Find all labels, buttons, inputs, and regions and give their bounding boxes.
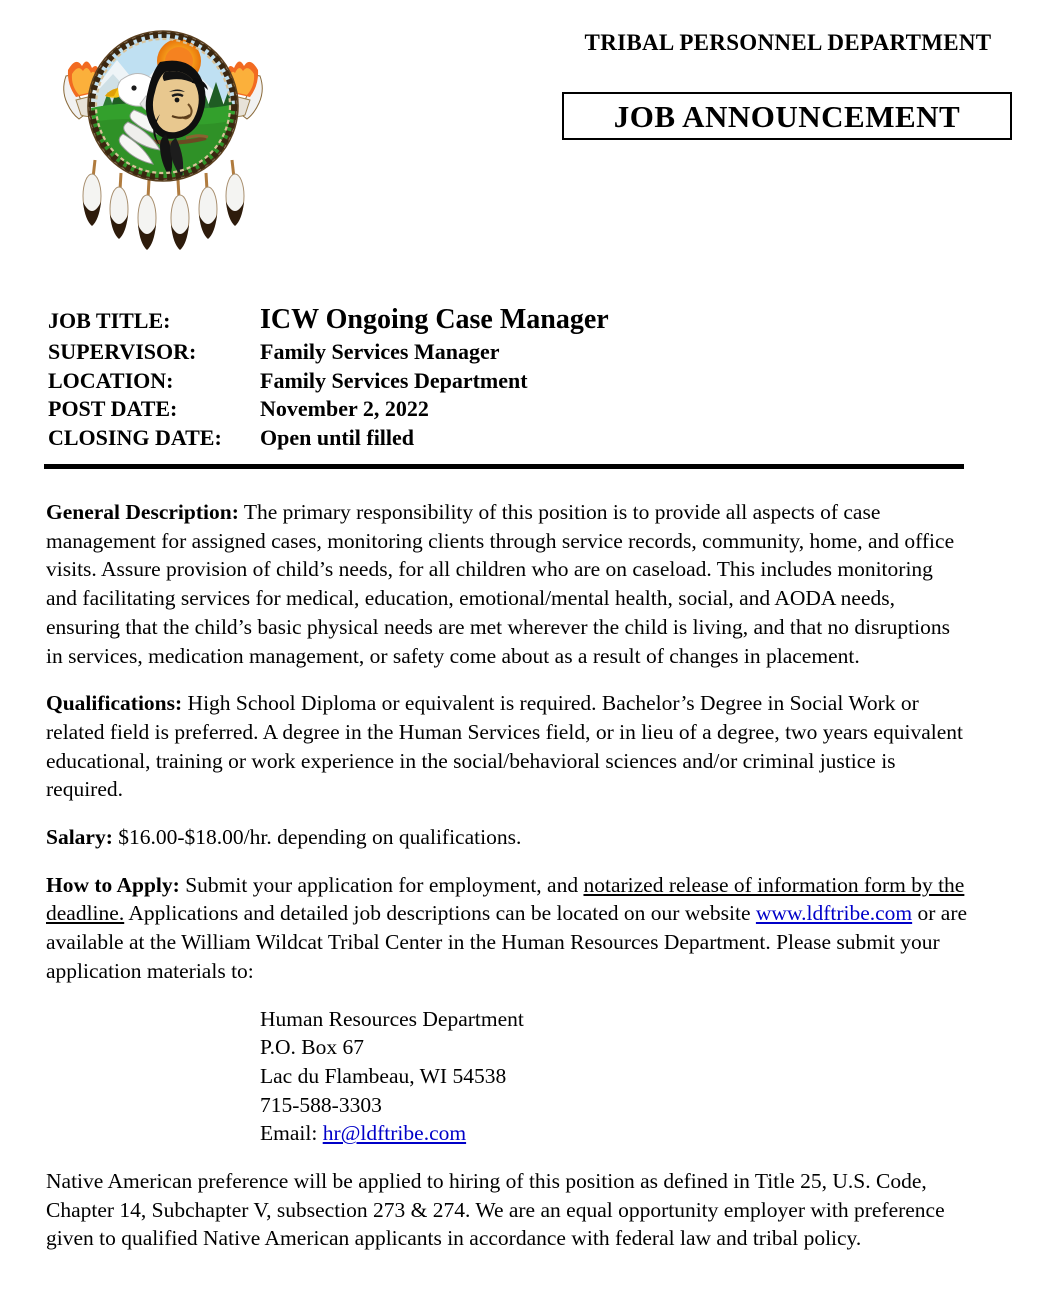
how-to-apply-text-3: or are available at the William Wildcat Tribal Center in the Human Resources Department. Please submit your application materials to: [46,901,968,983]
how-to-apply-text-2: Applications and detailed job descriptions can be located on our website [124,901,756,926]
general-description-text: The primary responsibility of this position is to provide all aspects of case management for assigned cases, monitoring clients through service records, community, home, and office visits. Assure provision of child’s needs, for all children who are on caseload. This includes monitoring and facilitating services for medical, education, emotional/mental health, social, and AODA needs, ensuring that the child’s basic physical needs are met wherever the child is living, and that no disruptions in services, medication management, or safety come about as a result of changes in placement. [46,500,955,668]
address-line-city-state-zip: Lac du Flambeau, WI 54538 [260,1063,507,1088]
hr-email-link[interactable]: hr@ldftribe.com [322,1121,467,1146]
meta-label-post-date: POST DATE: [48,396,178,421]
native-preference-notice: Native American preference will be applied to hiring of this position as defined in Title 25, U.S. Code, Chapter 14, Subchapter V, subsection 273 & 274. We are an equal opportunity employer with preference given to qualified Native American applicants in accordance with federal law and tribal policy. [46,1169,945,1251]
meta-label-closing-date: CLOSING DATE: [48,424,222,450]
department-heading: TRIBAL PERSONNEL DEPARTMENT [584,30,992,55]
tribe-website-link[interactable]: www.ldftribe.com [755,901,913,926]
job-meta-list [48,306,968,453]
meta-row-supervisor [48,339,968,368]
salary-paragraph [46,823,968,852]
job-announcement-title-box [562,92,1012,140]
tribal-shield-logo [48,18,278,278]
address-line-po-box: P.O. Box 67 [260,1035,364,1060]
qualifications-heading: Qualifications: [46,691,183,716]
meta-row-job-title [48,306,968,339]
salary-heading: Salary: [46,825,113,850]
how-to-apply-paragraph [46,871,968,986]
meta-label-location: LOCATION: [48,367,174,393]
notarized-release-emphasis: notarized release of information form by the deadline. [46,872,965,926]
mailing-address-block [46,1005,968,1149]
job-announcement-title: JOB ANNOUNCEMENT [613,98,961,134]
how-to-apply-text-1: Submit your application for employment, and [179,872,584,897]
meta-label-supervisor: SUPERVISOR: [48,339,197,364]
qualifications-text: High School Diploma or equivalent is required. Bachelor’s Degree in Social Work or related field is preferred. A degree in the Human Services field, or in lieu of a degree, two years equivalent educational, training or work experience in the social/behavioral sciences and/or criminal justice is required. [46,691,963,802]
document-body [46,498,968,1253]
tribal-shield-logo-graphic [48,18,278,278]
how-to-apply-heading: How to Apply: [46,872,180,897]
horizontal-divider [44,464,964,469]
meta-label-job-title: JOB TITLE: [48,308,171,333]
address-line-phone: 715-588-3303 [260,1092,382,1117]
qualifications-paragraph [46,689,968,804]
general-description-paragraph [46,498,968,670]
meta-value-post-date: November 2, 2022 [260,396,429,421]
meta-value-location: Family Services Department [260,367,528,393]
address-line-email [260,1119,968,1148]
salary-text: $16.00-$18.00/hr. depending on qualifications. [112,825,522,850]
meta-value-closing-date: Open until filled [260,424,415,450]
meta-row-post-date [48,396,968,425]
document-header [0,0,1044,285]
general-description-heading: General Description: [46,500,239,524]
meta-row-location [48,368,968,397]
meta-row-closing-date [48,425,968,454]
address-line-organization: Human Resources Department [260,1006,524,1031]
meta-value-supervisor: Family Services Manager [260,339,500,364]
meta-value-job-title: ICW Ongoing Case Manager [260,304,609,335]
email-label: Email: [260,1121,323,1146]
